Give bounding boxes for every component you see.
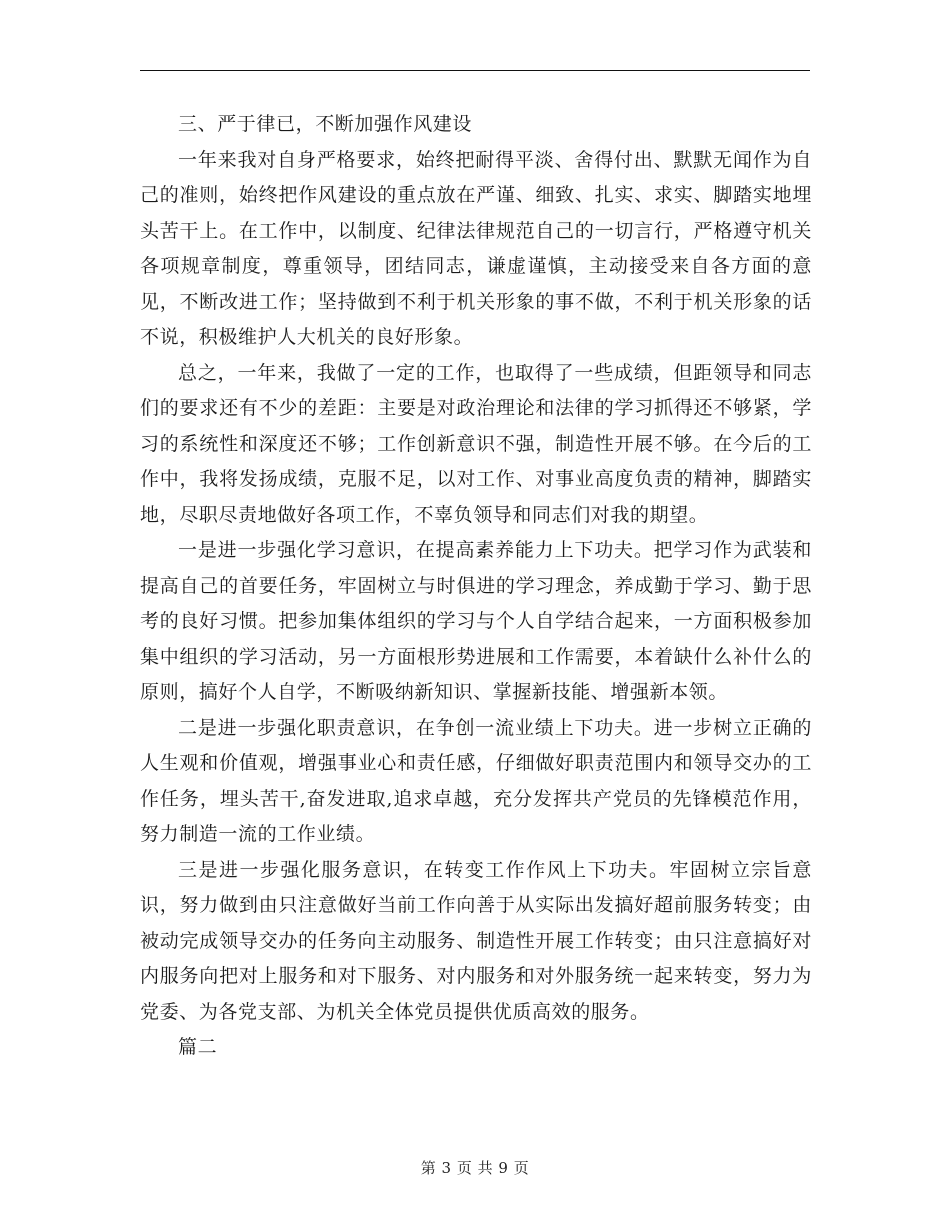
header-rule [140,70,810,71]
closing-heading: 篇二 [178,1036,218,1058]
paragraph-responsibility-awareness: 二是进一步强化职责意识，在争创一流业绩上下功夫。进一步树立正确的人生观和价值观，增强事业心和责任感，仔细做好职责范围内和领导交办的工作任务，埋头苦干,奋发进取,追求卓越，充分发挥共产党员的先锋模范作用，努力制造一流的工作业绩。 [140,716,812,845]
document-body [140,107,812,1066]
paragraph-summary: 总之，一年来，我做了一定的工作，也取得了一些成绩，但距领导和同志们的要求还有不少的差距：主要是对政治理论和法律的学习抓得还不够紧，学习的系统性和深度还不够；工作创新意识不强，制造性开展不够。在今后的工作中，我将发扬成绩，克服不足，以对工作、对事业高度负责的精神，脚踏实地，尽职尽责地做好各项工作，不辜负领导和同志们对我的期望。 [140,361,812,526]
page-number-footer: 第 3 页 共 9 页 [420,1159,530,1177]
section-heading: 三、严于律已，不断加强作风建设 [178,113,473,135]
paragraph-service-awareness: 三是进一步强化服务意识，在转变工作作风上下功夫。牢固树立宗旨意识，努力做到由只注意做好当前工作向善于从实际出发搞好超前服务转变；由被动完成领导交办的任务向主动服务、制造性开展工作转变；由只注意搞好对内服务向把对上服务和对下服务、对内服务和对外服务统一起来转变，努力为党委、为各党支部、为机关全体党员提供优质高效的服务。 [140,858,812,1023]
paragraph-self-discipline: 一年来我对自身严格要求，始终把耐得平淡、舍得付出、默默无闻作为自己的准则，始终把作风建设的重点放在严谨、细致、扎实、求实、脚踏实地埋头苦干上。在工作中，以制度、纪律法律规范自己的一切言行，严格遵守机关各项规章制度，尊重领导，团结同志，谦虚谨慎，主动接受来自各方面的意见，不断改进工作；坚持做到不利于机关形象的事不做，不利于机关形象的话不说，积极维护人大机关的良好形象。 [140,148,812,348]
paragraph-study-awareness: 一是进一步强化学习意识，在提高素养能力上下功夫。把学习作为武装和提高自己的首要任务，牢固树立与时俱进的学习理念，养成勤于学习、勤于思考的良好习惯。把参加集体组织的学习与个人自学结合起来，一方面积极参加集中组织的学习活动，另一方面根形势进展和工作需要，本着缺什么补什么的原则，搞好个人自学，不断吸纳新知识、掌握新技能、增强新本领。 [140,539,812,703]
